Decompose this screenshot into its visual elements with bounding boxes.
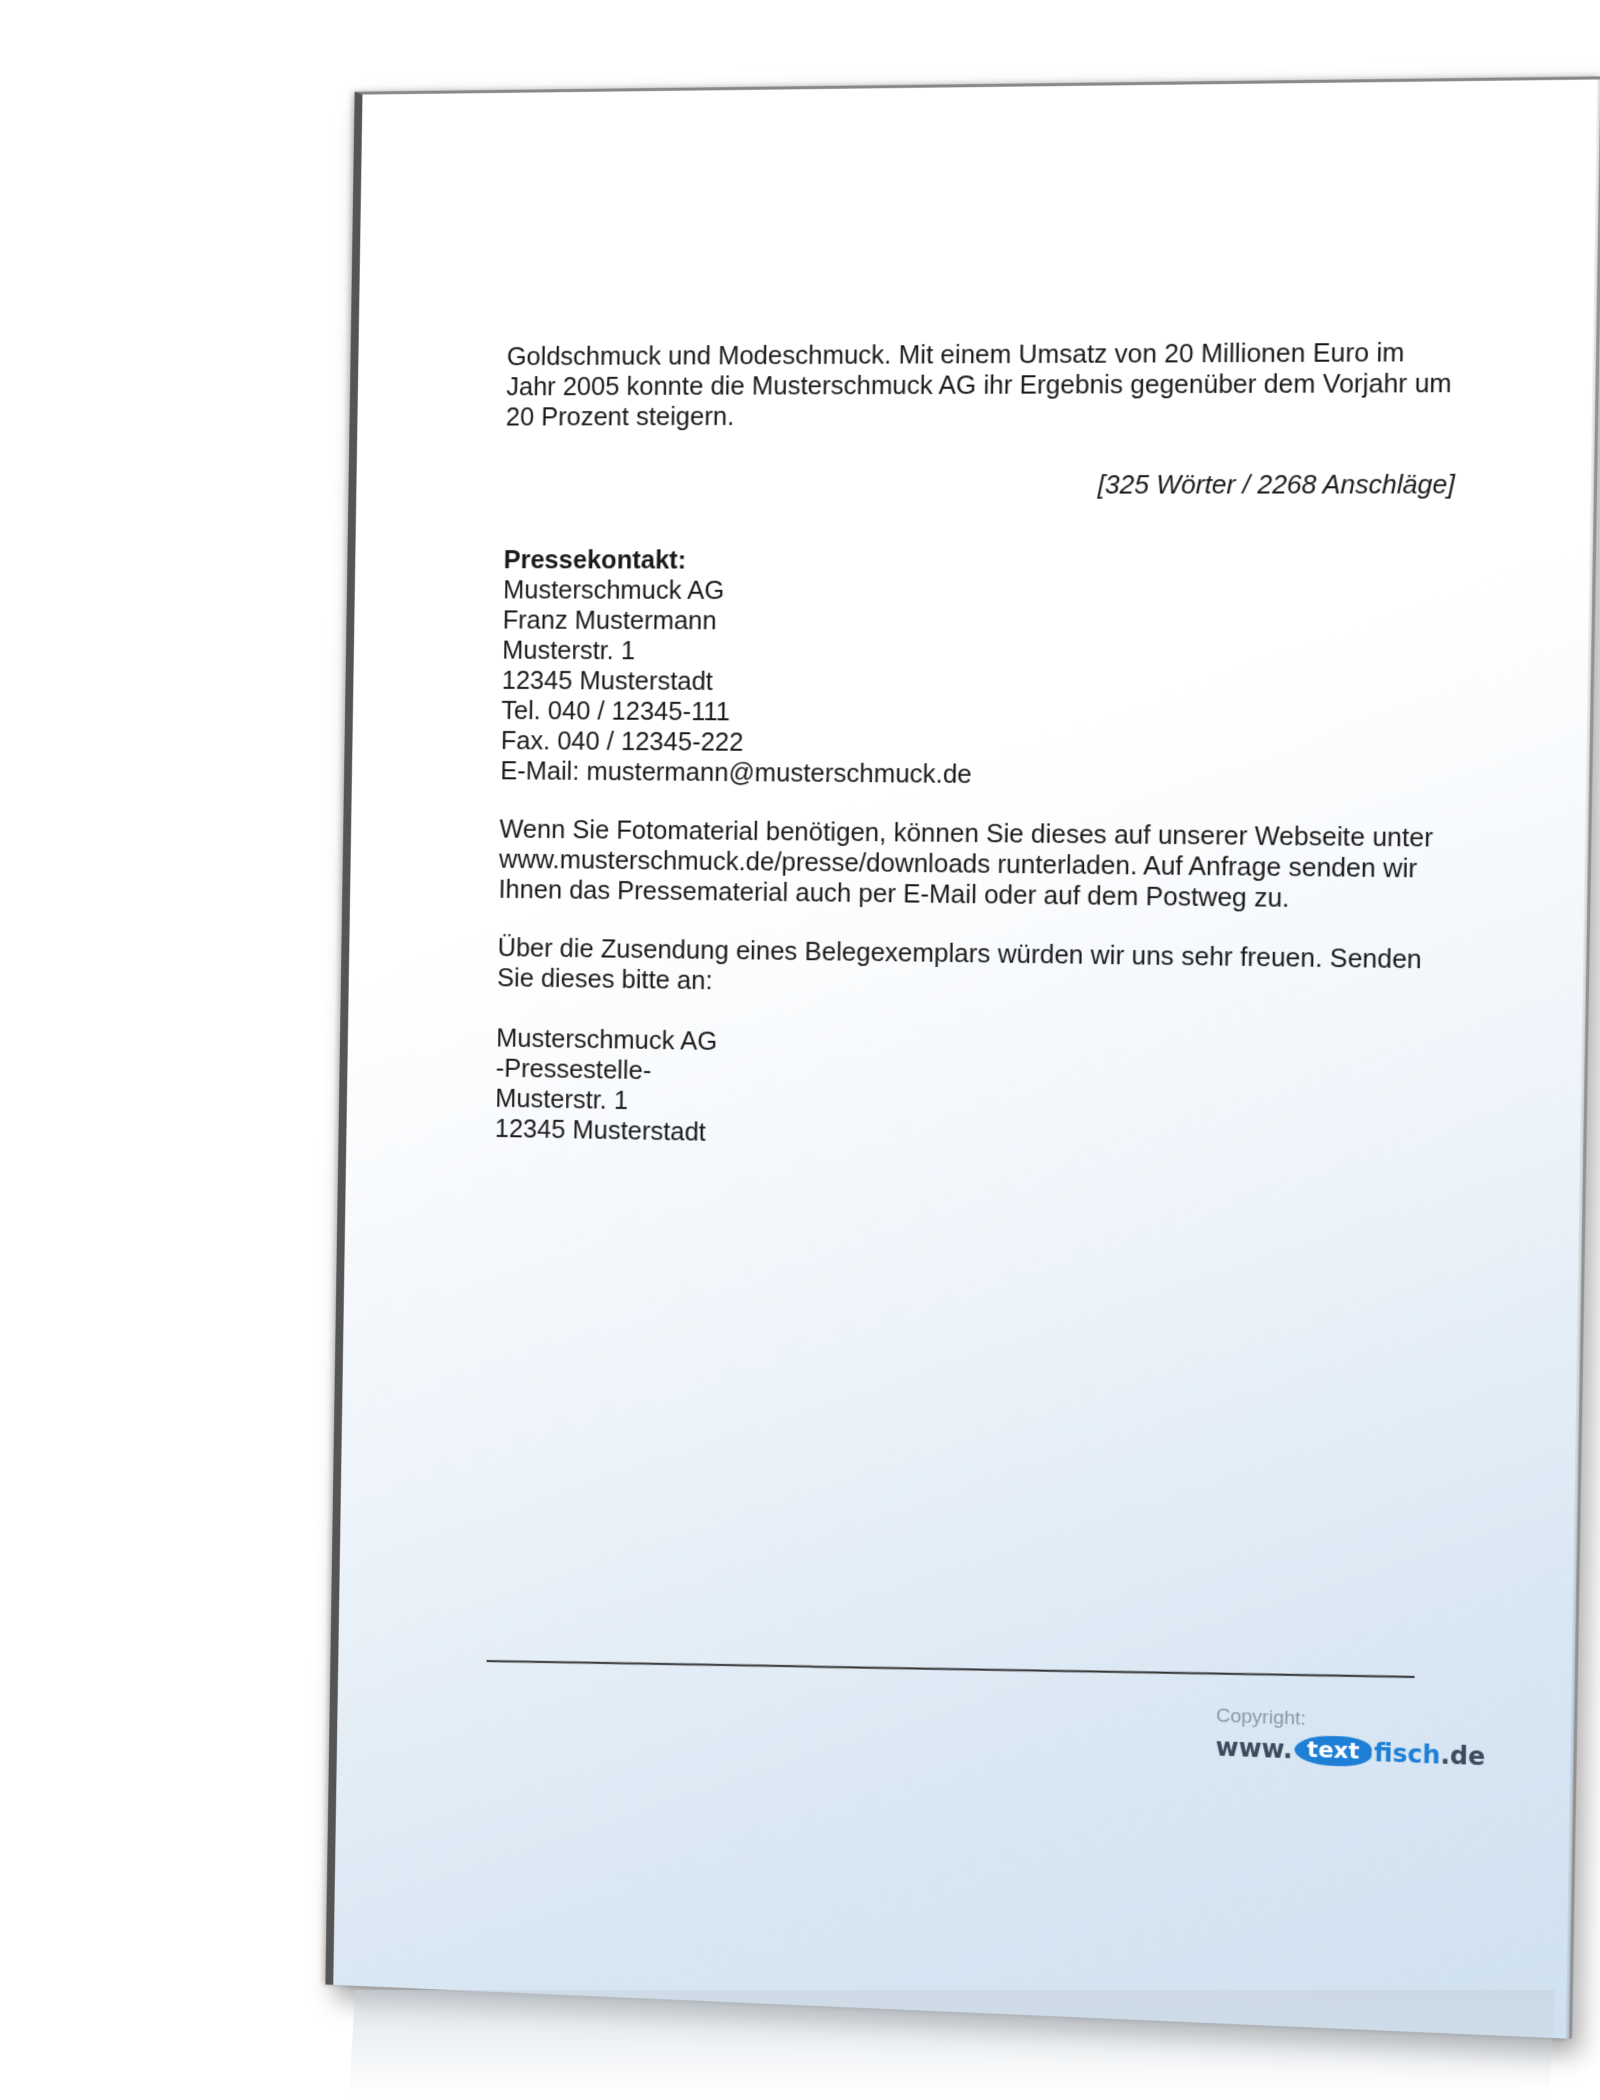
copyright-block	[1215, 1705, 1485, 1771]
logo-prefix: www.	[1215, 1732, 1293, 1764]
contact-fax: Fax. 040 / 12345-222	[500, 726, 744, 757]
textfisch-logo	[1215, 1732, 1485, 1771]
mailing-address-block	[495, 1023, 1446, 1161]
contact-company: Musterschmuck AG	[502, 576, 725, 606]
document-page	[325, 76, 1600, 2038]
document-body	[495, 337, 1457, 1161]
fish-icon: text	[1294, 1735, 1372, 1768]
receipt-copy-note: Über die Zusendung eines Belegexemplars würden wir uns sehr freuen. Senden Sie dieses bitte an:	[496, 933, 1423, 996]
page-edge	[1566, 79, 1600, 2038]
address-department: -Pressestelle-	[495, 1054, 652, 1086]
contact-street: Musterstr. 1	[502, 636, 636, 666]
address-street: Musterstr. 1	[495, 1084, 629, 1116]
contact-name: Franz Mustermann	[502, 606, 717, 636]
logo-suffix: .de	[1440, 1740, 1486, 1771]
footer-divider	[487, 1660, 1415, 1678]
press-contact-block	[500, 545, 1454, 794]
intro-paragraph: Goldschmuck und Modeschmuck. Mit einem Umsatz von 20 Millionen Euro im Jahr 2005 konnte die Musterschmuck AG ihr Ergebnis gegenüber dem Vorjahr um 20 Prozent steigern.	[505, 338, 1452, 432]
word-count: [325 Wörter / 2268 Anschläge]	[1097, 470, 1455, 500]
contact-phone: Tel. 040 / 12345-111	[501, 696, 731, 727]
copyright-label: Copyright:	[1215, 1705, 1307, 1730]
press-contact-heading: Pressekontakt:	[503, 546, 687, 575]
address-city: 12345 Musterstadt	[494, 1114, 707, 1147]
contact-city: 12345 Musterstadt	[501, 666, 714, 696]
logo-main: fisch	[1373, 1737, 1441, 1770]
photo-material-note: Wenn Sie Fotomaterial benötigen, können Sie dieses auf unserer Webseite unter www.musterschmuck.de/presse/downloads runterladen. Auf Anfrage senden wir Ihnen das Pressematerial auch per E-Mail oder auf dem Postweg zu.	[498, 815, 1434, 913]
contact-email: E-Mail: mustermann@musterschmuck.de	[500, 757, 972, 790]
address-company: Musterschmuck AG	[496, 1024, 718, 1057]
page-reflection	[349, 1990, 1555, 2100]
